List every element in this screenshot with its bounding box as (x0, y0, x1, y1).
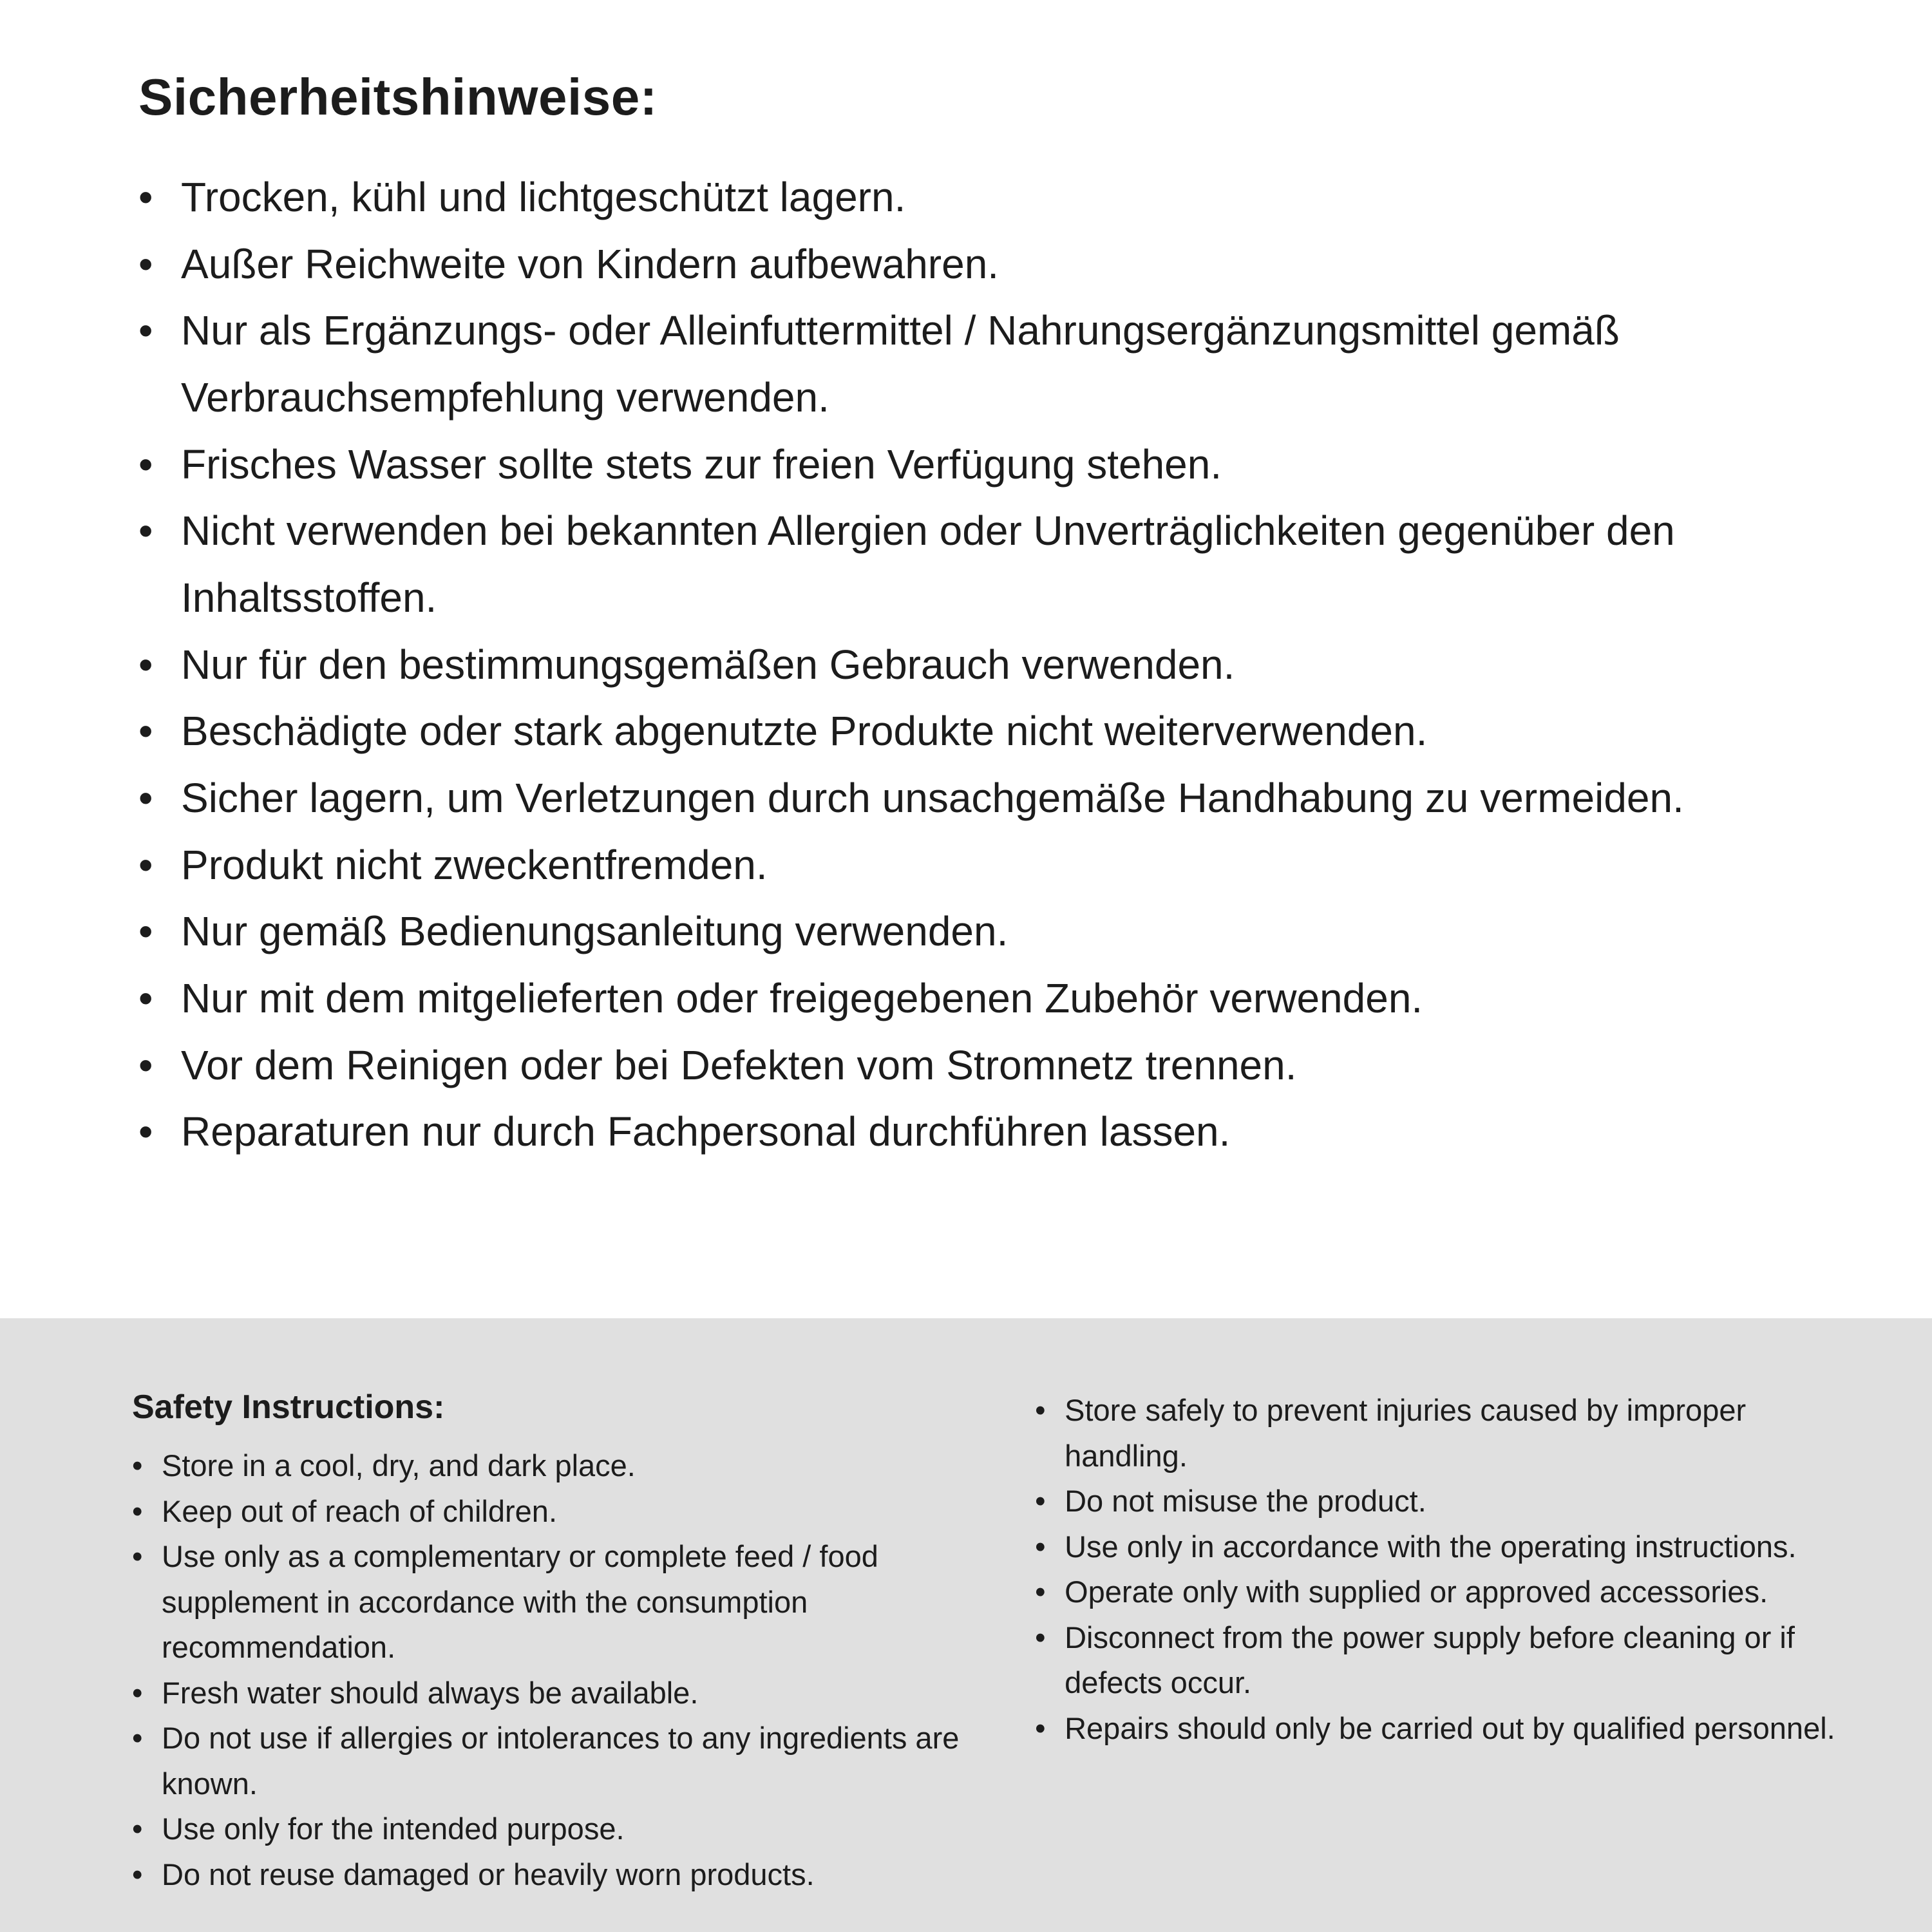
bullet-icon: • (132, 1448, 143, 1482)
german-safety-list (138, 164, 1839, 1166)
list-item (132, 1489, 977, 1535)
list-item-text: Nur für den bestimmungsgemäßen Gebrauch verwenden. (181, 641, 1235, 688)
list-item (1035, 1388, 1842, 1479)
list-item (138, 698, 1839, 765)
list-item (1035, 1706, 1842, 1752)
list-item-text: Repairs should only be carried out by qualified personnel. (1065, 1710, 1835, 1745)
english-right-column (1035, 1388, 1842, 1932)
list-item-text: Sicher lagern, um Verletzungen durch unsachgemäße Handhabung zu vermeiden. (181, 775, 1684, 822)
list-item-text: Beschädigte oder stark abgenutzte Produkte nicht weiterverwenden. (181, 708, 1428, 755)
list-item-text: Frisches Wasser sollte stets zur freien Verfügung stehen. (181, 440, 1222, 488)
list-item-text: Disconnect from the power supply before cleaning or if defects occur. (1065, 1620, 1795, 1700)
list-item-text: Trocken, kühl und lichtgeschützt lagern. (181, 174, 906, 220)
bullet-icon: • (1035, 1710, 1046, 1745)
list-item (132, 1852, 977, 1898)
list-item-text: Nur gemäß Bedienungsanleitung verwenden. (181, 908, 1009, 955)
bullet-icon: • (1035, 1620, 1046, 1654)
list-item (138, 431, 1839, 498)
english-safety-section (0, 1318, 1932, 1932)
bullet-icon: • (132, 1857, 143, 1891)
list-item-text: Do not misuse the product. (1065, 1484, 1426, 1518)
list-item-text: Use only as a complementary or complete feed / food supplement in accordance with the consumption recommendation. (162, 1539, 878, 1664)
list-item-text: Nur als Ergänzungs- oder Alleinfuttermittel / Nahrungsergänzungsmittel gemäß Verbrauchsempfehlung verwenden. (181, 307, 1620, 421)
english-left-column (132, 1388, 977, 1932)
list-item (138, 765, 1839, 832)
bullet-icon: • (138, 307, 153, 354)
list-item-text: Operate only with supplied or approved accessories. (1065, 1575, 1768, 1609)
english-left-list (132, 1443, 977, 1897)
bullet-icon: • (138, 1041, 153, 1088)
list-item (132, 1716, 977, 1806)
list-item-text: Reparaturen nur durch Fachpersonal durchführen lassen. (181, 1108, 1231, 1155)
list-item (138, 1099, 1839, 1166)
bullet-icon: • (132, 1675, 143, 1710)
bullet-icon: • (1035, 1484, 1046, 1518)
bullet-icon: • (132, 1721, 143, 1755)
list-item (138, 164, 1839, 231)
list-item (138, 632, 1839, 699)
bullet-icon: • (1035, 1529, 1046, 1564)
bullet-icon: • (132, 1493, 143, 1528)
list-item-text: Fresh water should always be available. (162, 1675, 699, 1710)
list-item-text: Use only in accordance with the operating instructions. (1065, 1529, 1797, 1564)
list-item-text: Produkt nicht zweckentfremden. (181, 841, 768, 888)
bullet-icon: • (138, 440, 153, 488)
bullet-icon: • (138, 908, 153, 955)
list-item (1035, 1524, 1842, 1570)
bullet-icon: • (1035, 1393, 1046, 1427)
list-item-text: Do not use if allergies or intolerances to any ingredients are known. (162, 1721, 960, 1801)
bullet-icon: • (138, 174, 153, 220)
list-item-text: Store in a cool, dry, and dark place. (162, 1448, 636, 1482)
list-item (138, 231, 1839, 298)
list-item (138, 1032, 1839, 1099)
list-item (132, 1534, 977, 1671)
list-item (138, 298, 1839, 431)
list-item-text: Keep out of reach of children. (162, 1493, 558, 1528)
bullet-icon: • (132, 1812, 143, 1846)
list-item (138, 498, 1839, 631)
bullet-icon: • (138, 775, 153, 822)
list-item-text: Store safely to prevent injuries caused by improper handling. (1065, 1393, 1747, 1473)
bullet-icon: • (138, 841, 153, 888)
bullet-icon: • (138, 975, 153, 1022)
bullet-icon: • (138, 641, 153, 688)
bullet-icon: • (1035, 1575, 1046, 1609)
bullet-icon: • (138, 240, 153, 287)
english-right-list (1035, 1388, 1842, 1751)
bullet-icon: • (132, 1539, 143, 1573)
list-item (132, 1671, 977, 1716)
bullet-icon: • (138, 1108, 153, 1155)
list-item-text: Use only for the intended purpose. (162, 1812, 625, 1846)
list-item (132, 1443, 977, 1489)
list-item-text: Vor dem Reinigen oder bei Defekten vom Stromnetz trennen. (181, 1041, 1297, 1088)
bullet-icon: • (138, 507, 153, 554)
list-item (1035, 1615, 1842, 1706)
list-item-text: Do not reuse damaged or heavily worn products. (162, 1857, 815, 1891)
list-item-text: Außer Reichweite von Kindern aufbewahren. (181, 240, 999, 287)
german-heading: Sicherheitshinweise: (138, 68, 658, 126)
list-item (138, 832, 1839, 899)
list-item (1035, 1479, 1842, 1524)
english-heading: Safety Instructions: (132, 1388, 445, 1426)
list-item (132, 1806, 977, 1852)
list-item-text: Nur mit dem mitgelieferten oder freigegebenen Zubehör verwenden. (181, 975, 1423, 1022)
list-item (138, 898, 1839, 965)
list-item (1035, 1569, 1842, 1615)
list-item-text: Nicht verwenden bei bekannten Allergien oder Unverträglichkeiten gegenüber den Inhaltsstoffen. (181, 507, 1675, 621)
list-item (138, 965, 1839, 1032)
bullet-icon: • (138, 708, 153, 755)
